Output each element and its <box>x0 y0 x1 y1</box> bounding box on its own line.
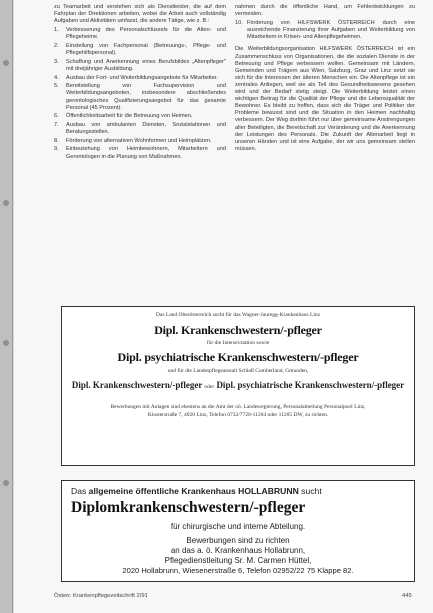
right-body-paragraph: Die Weiterbildungsorganisation HILFSWERK ÖSTERREICH ist ein Zusammenschluss von Organisationen, die die sozialen Dienste in der Betreuung und Pflege verbessern wollen. Gemeinsam mit Ländern, Gemeinden und Trägern aus Wien, Salzburg, Graz und Linz setzt sie sich für die Interessen der älteren Menschen ein. Die Altenpflege ist ein zentrales Anliegen, weil sie als Teil des Gesundheitswesens gesehen wird und der Bedarf stetig steigt. Die Weiterbildung leistet einen wichtigen Beitrag für die Qualität der Pflege und die Lebensqualität der Bewohner. Es bleibt zu hoffen, dass sich die Träger und Politiker der Probleme bewusst sind und die Situation in den Heimen nachhaltig verbessern. Der Weg dorthin führt nur über gemeinsame Anstrengungen aller Beteiligten, die Bereitschaft zur Veränderung und die Anerkennung der Leistungen des Personals. Die Zukunft der Altenarbeit liegt in unseren Händen und ist eine Aufgabe, der wir uns gemeinsam stellen müssen. <box>235 46 415 152</box>
ad2-title: Diplomkrankenschwestern/-pfleger <box>71 499 306 516</box>
ad1-title-3a: Dipl. Krankenschwestern/-pfleger <box>71 380 203 390</box>
ad2-line-6: 2020 Hollabrunn, Wiesenerstraße 6, Telefon 02952/22 75 Klappe 82. <box>122 566 354 575</box>
ad1-title-3b: Dipl. psychiatrische Krankenschwestern/-pfleger <box>216 380 405 390</box>
binding-hole <box>3 480 9 486</box>
ad2-line-2: für chirurgische und interne Abteilung. <box>170 522 306 531</box>
page-number: 445 <box>402 593 412 599</box>
ad1-title-1: Dipl. Krankenschwestern/-pfleger <box>154 323 322 337</box>
list-item: 4. Ausbau der Fort- und Weiterbildungsangebote für Mitarbeiter. <box>54 74 218 81</box>
binding-strip <box>0 0 13 613</box>
ad1-line-2: für die Intensivstation sowie <box>206 340 270 346</box>
list-item: 7. Ausbau von ambulanten Diensten, Sozialstationen und Beratungsstellen. <box>54 121 226 136</box>
document-page <box>14 0 433 613</box>
binding-hole <box>3 340 9 346</box>
journal-footer: Österr. Krankenpflegezeitschrift 2/91 <box>54 593 148 599</box>
binding-hole <box>3 200 9 206</box>
ad1-footer-2: Klosterstraße 7, 4020 Linz, Telefon 0732/7720-11204 oder 11205 DW, zu richten. <box>147 412 329 418</box>
ad1-title-3-row <box>62 380 414 390</box>
job-ad-hollabrunn <box>61 480 415 582</box>
right-column <box>235 4 415 153</box>
list-item: 2. Einstellung von Fachpersonal (Betreuungs-, Pflege- und Pflegehilfspersonal). <box>54 43 226 57</box>
ad1-title-2: Dipl. psychiatrische Krankenschwestern/-pfleger <box>117 350 359 364</box>
left-intro-paragraph: zu Teamarbeit und verstehen sich als Dienstleister, die auf dem Fahrplan der Direktionen arbeiten, wobei die Arbeit auch vollständig Aufgaben und Aktivitäten umfasst, die andere Tätige, wie z. B.: <box>54 4 226 25</box>
list-item: 10. Förderung von HILFSWERK ÖSTERREICH durch eine ausreichende Finanzierung ihrer Aufgaben und Weiterbildung von Mitarbeitern in Krisen- und Altenpflegeheimen. <box>235 20 415 41</box>
demands-list <box>54 27 226 160</box>
list-item: 5. Bereitstellung von Fachsupervision und Weiterbildungsangeboten, insbesondere abschließendes gerontologisches Qualifizierungsangebot für das gesamte Personal (45 Prozent). <box>54 83 226 111</box>
ad1-or: oder <box>204 384 215 390</box>
ad2-line-5: Pflegedienstleitung Sr. M. Carmen Hüttel, <box>164 556 312 565</box>
ad1-footer-1: Bewerbungen mit Anlagen sind ehestens an die Amt der oö. Landesregierung, Personalabteilung Personalpool Linz, <box>110 404 366 410</box>
list-item: 1. Verbesserung des Personalschlüssels für die Alten- und Pflegeheime. <box>54 27 226 41</box>
binding-hole <box>3 60 9 66</box>
ad2-line-3: Bewerbungen sind zu richten <box>186 536 290 545</box>
ad1-intro: Das Land Oberösterreich sucht für das Wagner-Jauregg-Krankenhaus Linz <box>155 312 321 318</box>
list-item: 3. Schaffung und Anerkennung eines Berufsbildes „Altenpfleger" mit dreijähriger Ausbildung. <box>54 58 226 72</box>
demands-list-continued <box>235 20 415 41</box>
right-continuation: nahmen durch die öffentliche Hand, um Fehlentwicklungen zu vermeiden. <box>235 4 415 18</box>
list-item: 8. Förderung von alternativen Wohnformen und Heimplätzen. <box>54 137 212 144</box>
list-item: 6. Öffentlichkeitsarbeit für die Betreuung von Heimen. <box>54 113 193 120</box>
job-ad-wagner-jauregg <box>61 306 415 466</box>
ad2-hospital-name: allgemeine öffentliche Krankenhaus HOLLABRUNN <box>88 486 299 496</box>
left-column <box>54 4 226 162</box>
ad1-line-3: und für die Landespflegeanstalt Schloß Cumberland, Gmunden, <box>167 368 309 374</box>
list-item: 9. Einbeziehung von Heimbewohnern, Mitarbeitern und Gerontologen in die Planung von Maßnahmen. <box>54 146 226 160</box>
ad2-intro: Das allgemeine öffentliche Krankenhaus HOLLABRUNN sucht <box>71 486 322 496</box>
ad2-line-4: an das a. ö. Krankenhaus Hollabrunn, <box>170 546 306 555</box>
